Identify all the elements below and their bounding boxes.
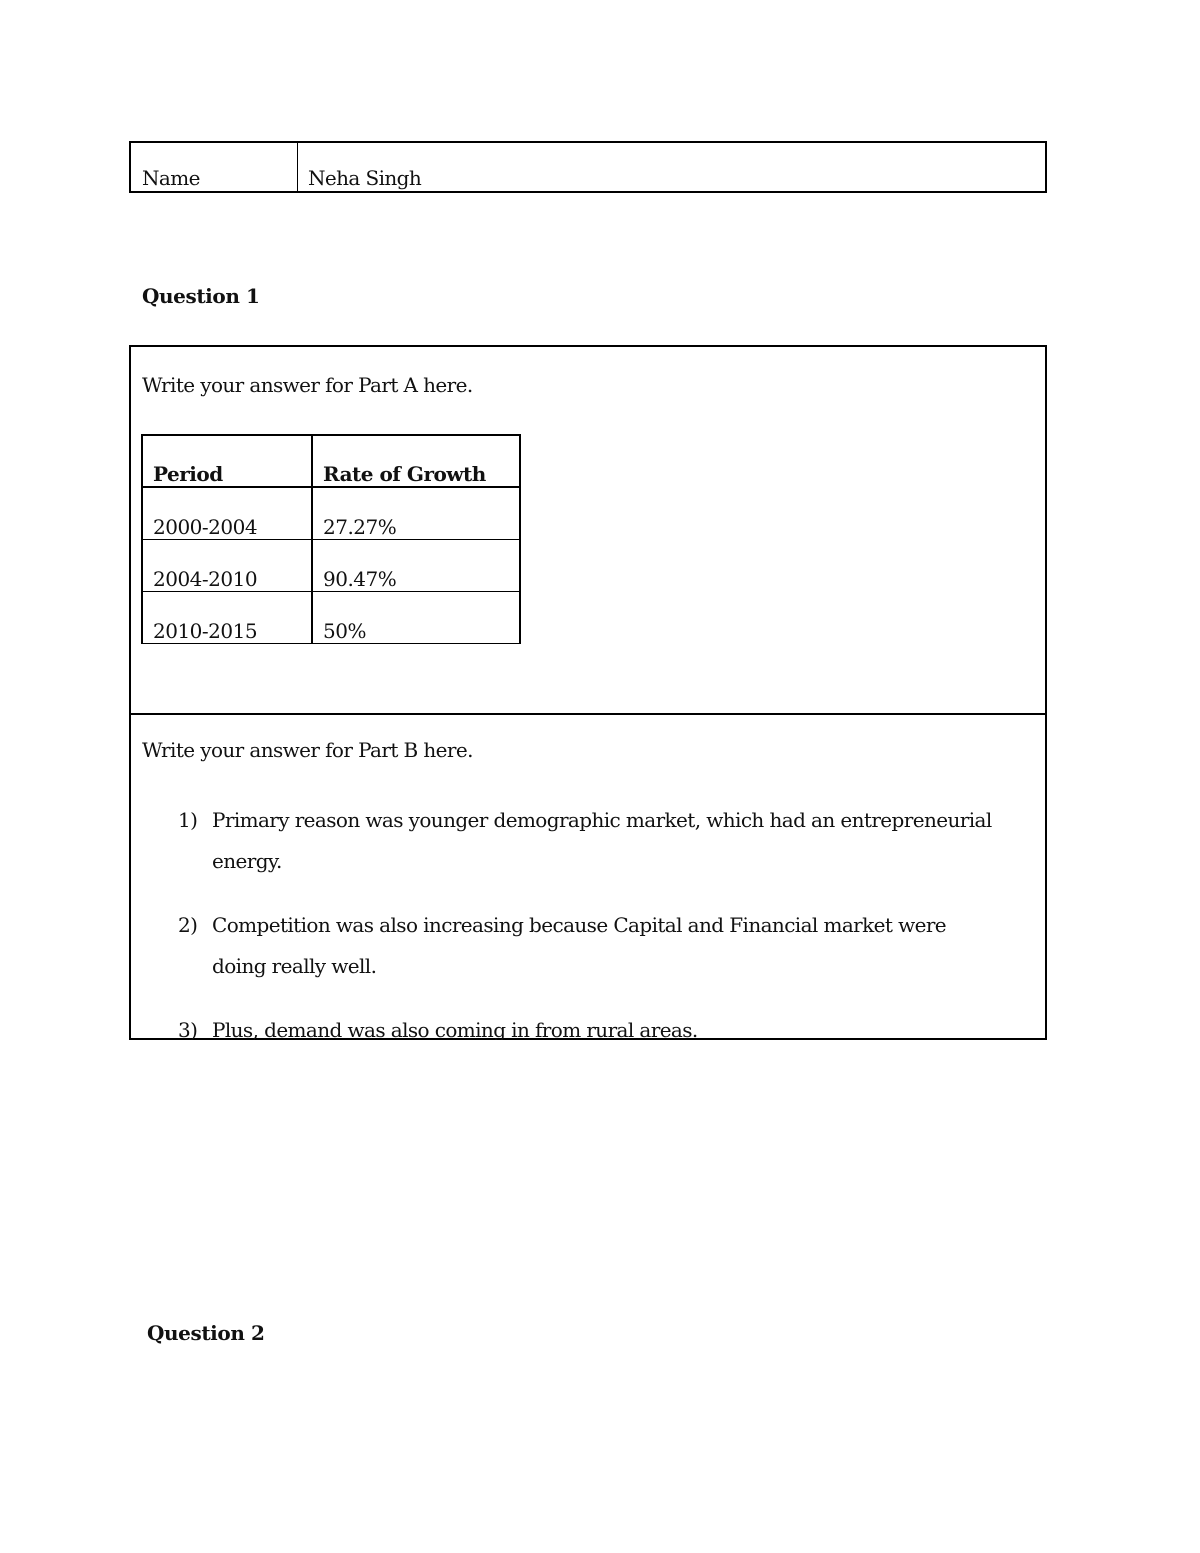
table-cell-rate: 27.27% xyxy=(312,487,520,539)
list-item xyxy=(131,800,1045,882)
table-header-row xyxy=(142,435,520,487)
list-item-text: Plus, demand was also coming in from rural areas. xyxy=(212,1018,698,1040)
part-a-section xyxy=(131,347,1045,715)
name-value: Neha Singh xyxy=(308,166,422,190)
table-cell-period: 2004-2010 xyxy=(142,539,312,591)
table-row xyxy=(142,487,520,539)
table-header-rate: Rate of Growth xyxy=(312,435,520,487)
question-1-answer-box xyxy=(129,345,1047,1040)
name-label: Name xyxy=(131,143,298,191)
list-item-number: 3) xyxy=(178,1018,198,1040)
question-1-heading: Question 1 xyxy=(142,284,260,308)
table-row xyxy=(142,539,520,591)
part-b-prompt: Write your answer for Part B here. xyxy=(142,738,473,762)
list-item xyxy=(131,905,1045,987)
reasons-list xyxy=(131,800,1045,1040)
question-2-heading: Question 2 xyxy=(147,1321,265,1345)
list-item-number: 1) xyxy=(178,808,198,832)
list-item-text: Primary reason was younger demographic market, which had an entrepreneurial energy. xyxy=(212,808,992,873)
table-row xyxy=(142,591,520,643)
table-cell-period: 2010-2015 xyxy=(142,591,312,643)
table-cell-period: 2000-2004 xyxy=(142,487,312,539)
table-cell-rate: 90.47% xyxy=(312,539,520,591)
name-table xyxy=(129,141,1047,193)
part-b-section xyxy=(131,715,1045,1040)
part-a-prompt: Write your answer for Part A here. xyxy=(142,373,473,397)
list-item-number: 2) xyxy=(178,913,198,937)
table-cell-rate: 50% xyxy=(312,591,520,643)
list-item xyxy=(131,1010,1045,1040)
growth-rate-table xyxy=(141,434,521,644)
list-item-text: Competition was also increasing because Capital and Financial market were doing really well. xyxy=(212,913,947,978)
table-header-period: Period xyxy=(142,435,312,487)
